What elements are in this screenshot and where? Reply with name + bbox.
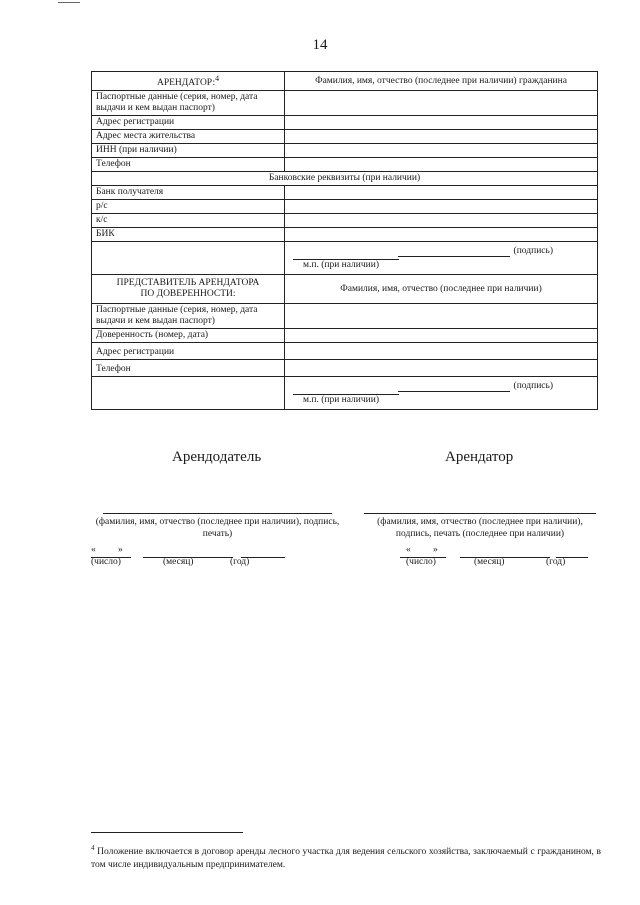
bank-header-row: [92, 172, 598, 186]
lessee-signature-line[interactable]: [364, 513, 596, 514]
residence-address-cell[interactable]: [285, 130, 598, 144]
phone-cell[interactable]: [285, 158, 598, 172]
page-number: 14: [312, 37, 328, 53]
table-row: [92, 214, 598, 228]
day-label: (число): [91, 557, 121, 567]
rep-registration-cell[interactable]: [285, 343, 598, 360]
close-quote: »: [433, 545, 438, 555]
row-label: Адрес места жительства: [92, 130, 285, 144]
row-label: Телефон: [92, 360, 285, 377]
day-label: (число): [406, 557, 436, 567]
lessor-title: Арендодатель: [172, 449, 262, 465]
table-row: [92, 91, 598, 116]
table-row: [92, 186, 598, 200]
lessee-caption: (фамилия, имя, отчество (последнее при наличии), подпись, печать (последнее при наличии): [377, 517, 583, 539]
signature-line: [289, 246, 593, 257]
signature-line: [289, 381, 593, 392]
empty-cell: [92, 242, 285, 275]
lessor-caption: (фамилия, имя, отчество (последнее при наличии), подпись, печать): [95, 517, 340, 539]
row-label: ИНН (при наличии): [92, 144, 285, 158]
bank-details-header: Банковские реквизиты (при наличии): [92, 172, 598, 186]
lessee-details-table: [91, 71, 598, 410]
row-label: к/с: [92, 214, 285, 228]
table-row: [92, 158, 598, 172]
rep-signature-cell[interactable]: [285, 377, 598, 410]
table-row: [92, 304, 598, 329]
footnote-separator: [91, 832, 243, 833]
month-label: (месяц): [474, 557, 505, 567]
signature-blank[interactable]: [398, 381, 510, 392]
lessee-title: Арендатор: [445, 449, 514, 465]
table-row: [92, 329, 598, 343]
lessor-signature-block: [95, 513, 340, 540]
lessee-signature-row: [92, 242, 598, 275]
table-row: [92, 360, 598, 377]
lessor-signature-line[interactable]: [103, 513, 332, 514]
signature-caption: (подпись): [513, 381, 553, 392]
representative-name-header: Фамилия, имя, отчество (последнее при наличии): [285, 275, 598, 304]
footnote-marker: 4: [91, 844, 95, 852]
scan-edge-mark: [58, 2, 80, 3]
corr-account-cell[interactable]: [285, 214, 598, 228]
lessee-header: [92, 72, 285, 91]
lessee-header-label: АРЕНДАТОР:: [156, 78, 216, 89]
year-label: (год): [546, 557, 566, 567]
power-of-attorney-cell[interactable]: [285, 329, 598, 343]
lessee-signature-cell[interactable]: [285, 242, 598, 275]
open-quote: «: [91, 545, 96, 555]
bank-name-cell[interactable]: [285, 186, 598, 200]
table-row: [92, 144, 598, 158]
row-label: Адрес регистрации: [92, 343, 285, 360]
lessee-signature-block: [360, 513, 600, 540]
signature-blank[interactable]: [398, 246, 510, 257]
representative-header: ПРЕДСТАВИТЕЛЬ АРЕНДАТОРА ПО ДОВЕРЕННОСТИ:: [92, 275, 285, 304]
passport-value-cell[interactable]: [285, 91, 598, 116]
row-label: Телефон: [92, 158, 285, 172]
inn-cell[interactable]: [285, 144, 598, 158]
table-row: [92, 130, 598, 144]
table-header-row: [92, 72, 598, 91]
signature-caption: (подпись): [513, 246, 553, 257]
registration-address-cell[interactable]: [285, 116, 598, 130]
representative-header-row: [92, 275, 598, 304]
footnote: [91, 842, 601, 872]
citizen-name-header: Фамилия, имя, отчество (последнее при наличии) гражданина: [285, 72, 598, 91]
row-label: Доверенность (номер, дата): [92, 329, 285, 343]
rep-signature-row: [92, 377, 598, 410]
row-label: Адрес регистрации: [92, 116, 285, 130]
row-label: Паспортные данные (серия, номер, дата выдачи и кем выдан паспорт): [92, 304, 285, 329]
row-label: Паспортные данные (серия, номер, дата выдачи и кем выдан паспорт): [92, 91, 285, 116]
stamp-caption: м.п. (при наличии): [293, 259, 399, 271]
row-label: БИК: [92, 228, 285, 242]
table-row: [92, 343, 598, 360]
account-cell[interactable]: [285, 200, 598, 214]
table-row: [92, 116, 598, 130]
empty-cell: [92, 377, 285, 410]
month-label: (месяц): [163, 557, 194, 567]
bik-cell[interactable]: [285, 228, 598, 242]
stamp-caption: м.п. (при наличии): [293, 394, 399, 406]
year-label: (год): [230, 557, 250, 567]
table-row: [92, 200, 598, 214]
table-row: [92, 228, 598, 242]
row-label: р/с: [92, 200, 285, 214]
row-label: Банк получателя: [92, 186, 285, 200]
footnote-text: Положение включается в договор аренды лесного участка для ведения сельского хозяйства, заключаемый с гражданином, в том числе индивидуальным предпринимателем.: [91, 847, 602, 871]
footnote-ref: 4: [215, 74, 220, 83]
rep-passport-cell[interactable]: [285, 304, 598, 329]
rep-phone-cell[interactable]: [285, 360, 598, 377]
close-quote: »: [118, 545, 123, 555]
open-quote: «: [406, 545, 411, 555]
